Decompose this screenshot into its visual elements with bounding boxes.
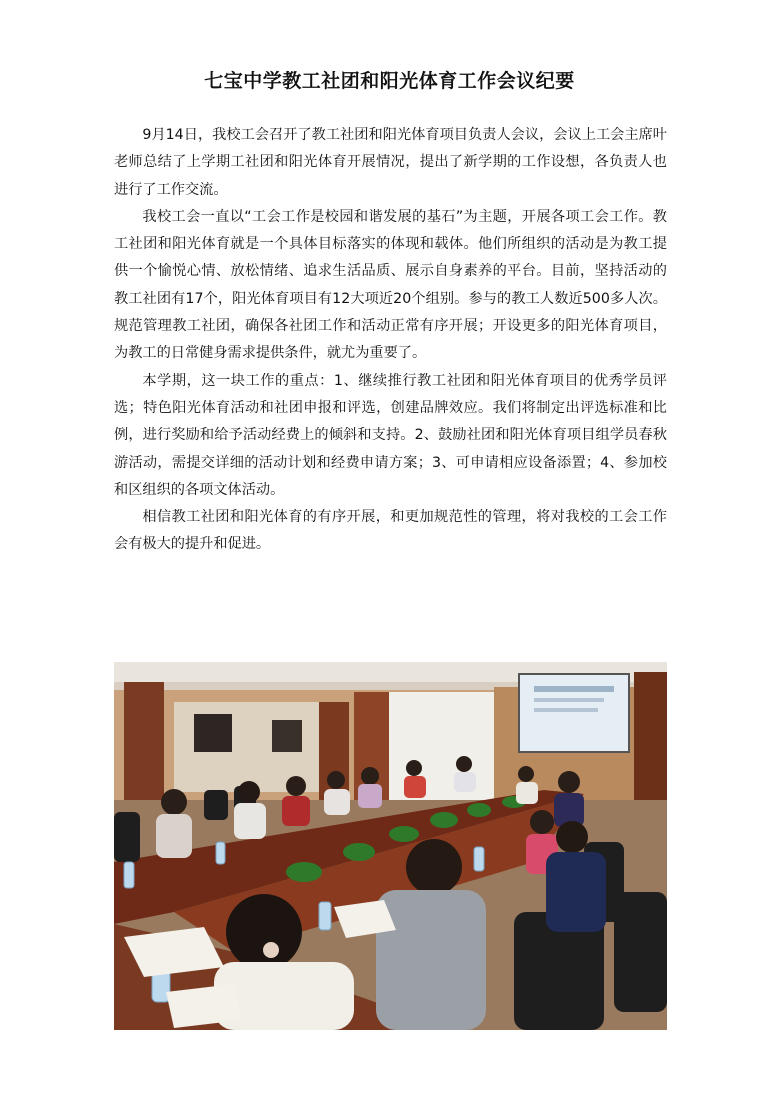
document-title: 七宝中学教工社团和阳光体育工作会议纪要 [204,70,575,92]
meeting-room-photo [114,662,667,1030]
document-body [114,122,667,559]
paragraph-1: 9月14日，我校工会召开了教工社团和阳光体育项目负责人会议，会议上工会主席叶老师总结了上学期工社团和阳光体育开展情况，提出了新学期的工作设想，各负责人也进行了工作交流。 [114,127,667,198]
paragraph-3: 本学期，这一块工作的重点：1、继续推行教工社团和阳光体育项目的优秀学员评选；特色阳光体育活动和社团申报和评选，创建品牌效应。我们将制定出评选标准和比例，进行奖励和给予活动经费上的倾斜和支持。2、鼓励社团和阳光体育项目组学员春秋游活动，需提交详细的活动计划和经费申请方案；3、可申请相应设备添置；4、参加校和区组织的各项文体活动。 [114,372,667,498]
paragraph-4: 相信教工社团和阳光体育的有序开展，和更加规范性的管理，将对我校的工会工作会有极大的提升和促进。 [114,509,667,553]
paragraph-2: 我校工会一直以“工会工作是校园和谐发展的基石”为主题，开展各项工会工作。教工社团和阳光体育就是一个具体目标落实的体现和载体。他们所组织的活动是为教工提供一个愉悦心情、放松情绪、追求生活品质、展示自身素养的平台。目前，坚持活动的教工社团有17个，阳光体育项目有12大项近20个组别。参与的教工人数近500多人次。规范管理教工社团，确保各社团工作和活动正常有序开展；开设更多的阳光体育项目，为教工的日常健身需求提供条件，就尤为重要了。 [114,208,667,362]
meeting-photo-illustration [114,662,667,1030]
